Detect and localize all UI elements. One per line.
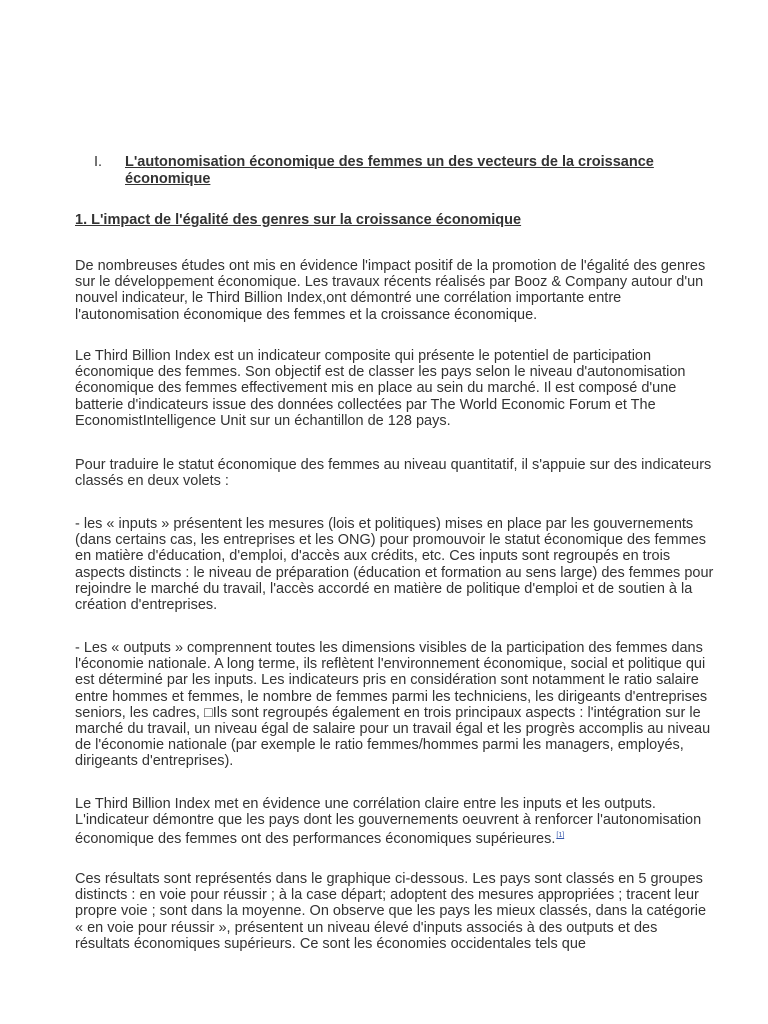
- section-heading: 1. L'impact de l'égalité des genres sur la croissance économique: [75, 212, 522, 228]
- paragraph-two-components: Pour traduire le statut économique des femmes au niveau quantitatif, il s'appuie sur des indicateurs classés en deux volets :: [75, 457, 712, 490]
- paragraph-index-definition: Le Third Billion Index est un indicateur composite qui présente le potentiel de participation économique des femmes. Son objectif est de classer les pays selon le niveau d'autonomisation économique des femmes effectivement mis en place au sein du marché. Il est composé d'une batterie d'indicateurs issue des données collectées par The World Economic Forum et The EconomistIntelligence Unit sur un échantillon de 128 pays.: [75, 348, 686, 429]
- paragraph-inputs: - les « inputs » présentent les mesures (lois et politiques) mises en place par les gouvernements (dans certains cas, les entreprises et les ONG) pour promouvoir le statut économique des femmes en matière d'éducation, d'emploi, d'accès aux crédits, etc. Ces inputs sont regroupés en trois aspects distincts : le niveau de préparation (éducation et formation au sens large) des femmes pour rejoindre le marché du travail, l'accès accordé en matière de politique d'emploi et de soutien à la création d'entreprises.: [75, 516, 714, 614]
- chapter-heading: L'autonomisation économique des femmes un des vecteurs de la croissance économique: [125, 154, 654, 187]
- paragraph-results: Ces résultats sont représentés dans le graphique ci-dessous. Les pays sont classés en 5 groupes distincts : en voie pour réussir ; à la case départ; adoptent des mesures appropriées ; tracent leur propre voie ; sont dans la moyenne. On observe que les pays les mieux classés, dans la catégorie « en voie pour réussir », présentent un niveau élevé d'inputs associés à des outputs et des résultats économiques supérieurs. Ce sont les économies occidentales tels que: [75, 871, 707, 952]
- paragraph-correlation-text: Le Third Billion Index met en évidence une corrélation claire entre les inputs et les outputs. L'indicateur démontre que les pays dont les gouvernements oeuvrent à renforcer l'autonomisation économique des femmes ont des performances économiques supérieures.: [75, 796, 702, 848]
- list-marker: I.: [94, 154, 103, 170]
- footnote-link[interactable]: [1]: [556, 832, 565, 840]
- paragraph-intro: De nombreuses études ont mis en évidence l'impact positif de la promotion de l'égalité des genres sur le développement économique. Les travaux récents réalisés par Booz & Company autour d'un nouvel indicateur, le Third Billion Index,ont démontré une corrélation importante entre l'autonomisation économique des femmes et la croissance économique.: [75, 258, 706, 323]
- paragraph-outputs: - Les « outputs » comprennent toutes les dimensions visibles de la participation des femmes dans l'économie nationale. A long terme, ils reflètent l'environnement économique, social et politique qui est déterminé par les inputs. Les indicateurs pris en considération sont notamment le ratio salaire entre hommes et femmes, le nombre de femmes parmi les techniciens, les dirigeants d'entreprises seniors, les cadres, □Ils sont regroupés également en trois principaux aspects : l'intégration sur le marché du travail, un niveau égal de salaire pour un travail égal et les progrès accomplis au niveau de l'économie nationale (par exemple le ratio femmes/hommes parmi les managers, employés, dirigeants d'entreprises).: [75, 640, 711, 770]
- paragraph-correlation: [75, 796, 715, 847]
